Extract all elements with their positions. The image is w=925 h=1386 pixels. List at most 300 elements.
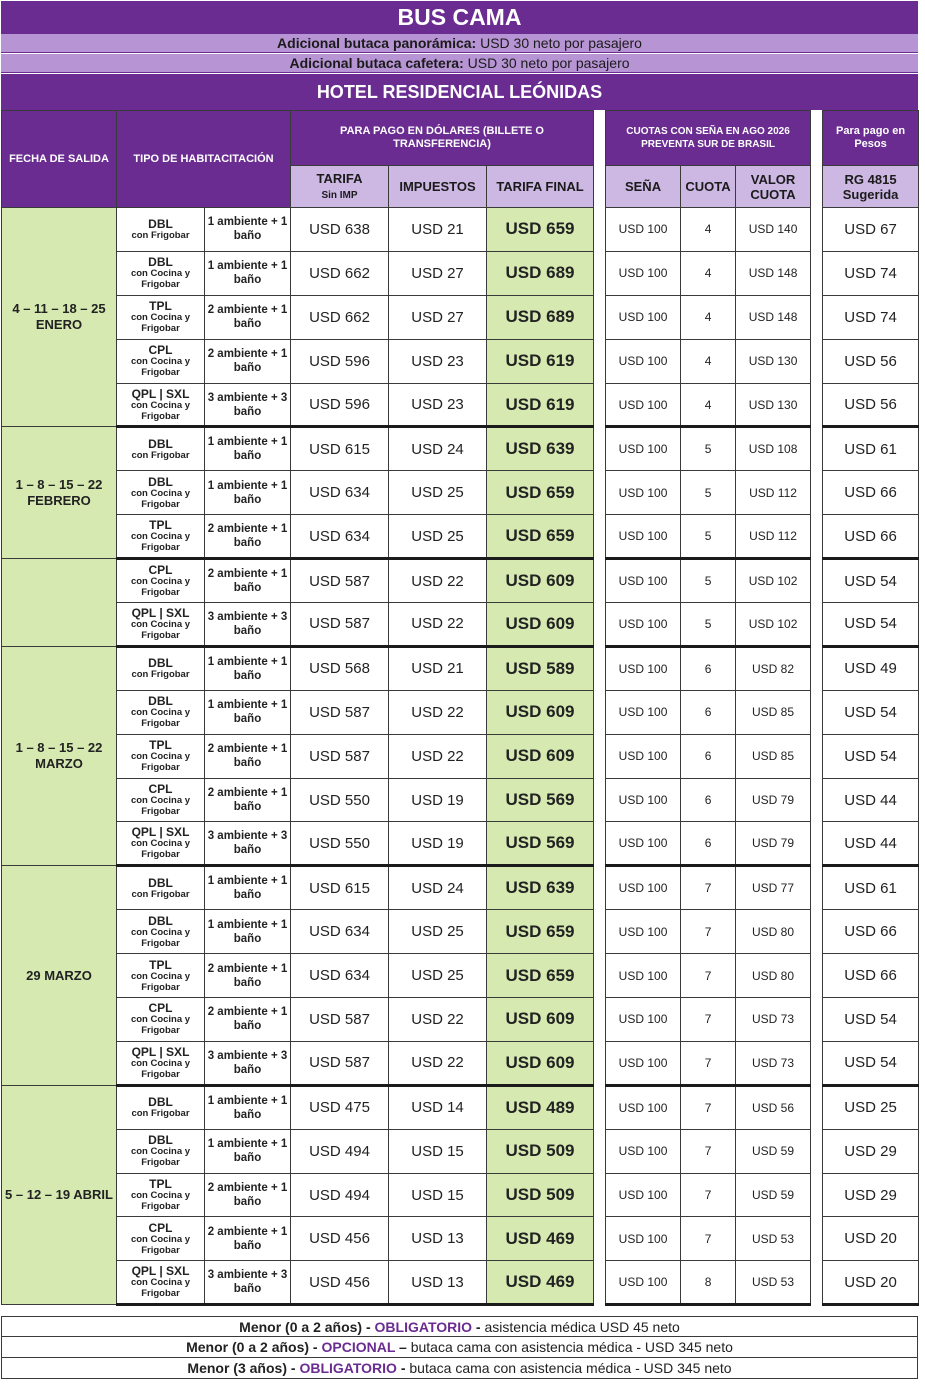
room-type-sub: con Cocina y Frigobar [130, 1233, 191, 1256]
valor-cuota: USD 73 [736, 998, 811, 1042]
cuota: 6 [681, 646, 736, 690]
room-type-sub: con Cocina y Frigobar [130, 356, 191, 379]
tarifa-final: USD 659 [487, 910, 594, 954]
footer-sep: - [362, 1319, 375, 1335]
tarifa-final: USD 609 [487, 998, 594, 1042]
room-type-label: QPL | SXL [131, 386, 190, 401]
table-row [2, 295, 919, 339]
tarifa-final: USD 659 [487, 515, 594, 559]
cuota: 7 [681, 998, 736, 1042]
table-row [2, 866, 919, 910]
room-type-label: DBL [148, 1133, 173, 1148]
rg-4815: USD 61 [823, 866, 919, 910]
impuestos: USD 25 [389, 515, 487, 559]
room-type-sub: con Cocina y Frigobar [130, 838, 191, 861]
tarifa-final: USD 609 [487, 1041, 594, 1085]
sena: USD 100 [606, 1261, 681, 1305]
room-type-sub: con Cocina y Frigobar [130, 1014, 191, 1037]
table-row [2, 910, 919, 954]
room-layout: 1 ambiente + 1 baño [205, 690, 291, 734]
valor-cuota: USD 85 [736, 734, 811, 778]
room-layout: 1 ambiente + 1 baño [205, 208, 291, 252]
sena: USD 100 [606, 427, 681, 471]
room-type-label: QPL | SXL [131, 1264, 190, 1279]
cuota: 7 [681, 1129, 736, 1173]
tarifa-sin-imp: USD 662 [291, 251, 389, 295]
tarifa-sin-imp: USD 568 [291, 646, 389, 690]
cuota: 7 [681, 954, 736, 998]
sena: USD 100 [606, 295, 681, 339]
tarifa-sin-imp: USD 550 [291, 778, 389, 822]
rg-4815: USD 61 [823, 427, 919, 471]
valor-cuota: USD 130 [736, 383, 811, 427]
room-type-sub: con Cocina y Frigobar [130, 531, 191, 554]
room-type-sub: con Cocina y Frigobar [130, 926, 191, 949]
tarifa-final: USD 609 [487, 690, 594, 734]
room-layout: 3 ambiente + 3 baño [205, 1261, 291, 1305]
rg-4815: USD 20 [823, 1217, 919, 1261]
rg-4815: USD 66 [823, 471, 919, 515]
header-rg: RG 4815 Sugerida [823, 166, 919, 208]
rg-4815: USD 20 [823, 1261, 919, 1305]
sena: USD 100 [606, 866, 681, 910]
room-type [117, 1261, 205, 1305]
table-row [2, 251, 919, 295]
room-type [117, 1217, 205, 1261]
valor-cuota: USD 53 [736, 1261, 811, 1305]
room-type-sub: con Frigobar [131, 449, 190, 461]
tarifa-final: USD 659 [487, 208, 594, 252]
rg-4815: USD 66 [823, 954, 919, 998]
valor-cuota: USD 148 [736, 295, 811, 339]
tarifa-final: USD 689 [487, 295, 594, 339]
tarifa-sin-imp: USD 550 [291, 822, 389, 866]
room-type-sub: con Cocina y Frigobar [130, 795, 191, 818]
room-layout: 3 ambiente + 3 baño [205, 383, 291, 427]
footer-text: butaca cama con asistencia médica - USD 345 neto [410, 1339, 733, 1355]
tarifa-final: USD 689 [487, 251, 594, 295]
table-row [2, 471, 919, 515]
room-type [117, 910, 205, 954]
rg-4815: USD 67 [823, 208, 919, 252]
tarifa-sin-imp: USD 615 [291, 866, 389, 910]
room-layout: 2 ambiente + 1 baño [205, 998, 291, 1042]
table-row [2, 734, 919, 778]
room-type [117, 778, 205, 822]
room-type [117, 998, 205, 1042]
footer-status: OBLIGATORIO [374, 1319, 473, 1335]
room-layout: 1 ambiente + 1 baño [205, 427, 291, 471]
departure-date: 29 MARZO [2, 866, 117, 1085]
impuestos: USD 13 [389, 1261, 487, 1305]
table-row [2, 1129, 919, 1173]
rg-4815: USD 44 [823, 778, 919, 822]
tarifa-sin-imp: USD 456 [291, 1217, 389, 1261]
table-row [2, 1217, 919, 1261]
valor-cuota: USD 59 [736, 1129, 811, 1173]
footer-sep: – [395, 1339, 411, 1355]
cuota: 5 [681, 471, 736, 515]
room-type [117, 208, 205, 252]
header-tarifa-final: TARIFA FINAL [487, 166, 594, 208]
room-layout: 2 ambiente + 1 baño [205, 339, 291, 383]
room-type-sub: con Cocina y Frigobar [130, 1146, 191, 1169]
room-type-sub: con Cocina y Frigobar [130, 576, 191, 599]
tarifa-sin-imp: USD 494 [291, 1173, 389, 1217]
footer-age: Menor (0 a 2 años) [239, 1319, 363, 1335]
rg-4815: USD 54 [823, 690, 919, 734]
room-type-sub: con Cocina y Frigobar [130, 1277, 191, 1300]
cuota: 5 [681, 515, 736, 559]
room-type-label: DBL [148, 474, 173, 489]
room-layout: 1 ambiente + 1 baño [205, 646, 291, 690]
impuestos: USD 23 [389, 339, 487, 383]
cuota: 6 [681, 690, 736, 734]
cuota: 5 [681, 427, 736, 471]
room-layout: 2 ambiente + 1 baño [205, 1173, 291, 1217]
table-row [2, 515, 919, 559]
impuestos: USD 24 [389, 427, 487, 471]
room-type [117, 427, 205, 471]
impuestos: USD 14 [389, 1085, 487, 1129]
room-type-label: QPL | SXL [131, 825, 190, 840]
valor-cuota: USD 80 [736, 954, 811, 998]
room-layout: 1 ambiente + 1 baño [205, 251, 291, 295]
valor-cuota: USD 59 [736, 1173, 811, 1217]
room-layout: 2 ambiente + 1 baño [205, 778, 291, 822]
room-layout: 1 ambiente + 1 baño [205, 471, 291, 515]
header-pesos: Para pago en Pesos [823, 111, 919, 166]
departure-date: 1 – 8 – 15 – 22 FEBRERO [2, 427, 117, 559]
room-type-label: CPL [148, 1220, 173, 1235]
table-row [2, 603, 919, 647]
table-row [2, 998, 919, 1042]
cuota: 4 [681, 208, 736, 252]
table-row [2, 1041, 919, 1085]
room-layout: 3 ambiente + 3 baño [205, 603, 291, 647]
room-type [117, 866, 205, 910]
sena: USD 100 [606, 1041, 681, 1085]
tarifa-sin-imp: USD 615 [291, 427, 389, 471]
impuestos: USD 21 [389, 208, 487, 252]
valor-cuota: USD 130 [736, 339, 811, 383]
table-row [2, 1173, 919, 1217]
room-layout: 2 ambiente + 1 baño [205, 1217, 291, 1261]
room-layout: 1 ambiente + 1 baño [205, 910, 291, 954]
table-row [2, 954, 919, 998]
rg-4815: USD 56 [823, 339, 919, 383]
room-type [117, 646, 205, 690]
tarifa-final: USD 589 [487, 646, 594, 690]
rg-4815: USD 54 [823, 998, 919, 1042]
room-layout: 2 ambiente + 1 baño [205, 515, 291, 559]
tarifa-sin-imp: USD 634 [291, 954, 389, 998]
rg-4815: USD 56 [823, 383, 919, 427]
tarifa-final: USD 569 [487, 778, 594, 822]
rg-4815: USD 54 [823, 603, 919, 647]
impuestos: USD 19 [389, 778, 487, 822]
sena: USD 100 [606, 603, 681, 647]
header-valor-cuota: VALOR CUOTA [736, 166, 811, 208]
impuestos: USD 15 [389, 1129, 487, 1173]
impuestos: USD 22 [389, 734, 487, 778]
room-type-label: CPL [148, 343, 173, 358]
table-row [2, 646, 919, 690]
room-type [117, 1085, 205, 1129]
table-row [2, 559, 919, 603]
extra-label: Adicional butaca panorámica: [277, 35, 477, 51]
valor-cuota: USD 85 [736, 690, 811, 734]
tarifa-sin-imp: USD 596 [291, 339, 389, 383]
room-layout: 1 ambiente + 1 baño [205, 866, 291, 910]
impuestos: USD 19 [389, 822, 487, 866]
valor-cuota: USD 112 [736, 471, 811, 515]
rg-4815: USD 25 [823, 1085, 919, 1129]
departure-date: 4 – 11 – 18 – 25 ENERO [2, 208, 117, 427]
room-type-label: TPL [149, 1177, 172, 1192]
header-tarifa [291, 166, 389, 208]
sena: USD 100 [606, 646, 681, 690]
rg-4815: USD 44 [823, 822, 919, 866]
header-cuotas: CUOTAS CON SEÑA EN AGO 2026 PREVENTA SUR DE BRASIL [606, 111, 811, 166]
sena: USD 100 [606, 910, 681, 954]
room-type-sub: con Frigobar [131, 229, 190, 241]
room-type-sub: con Cocina y Frigobar [130, 399, 191, 422]
cuota: 6 [681, 778, 736, 822]
rg-4815: USD 29 [823, 1129, 919, 1173]
footer-age: Menor (0 a 2 años) [186, 1339, 310, 1355]
footer-note-2 [1, 1337, 918, 1358]
room-type [117, 471, 205, 515]
room-type [117, 603, 205, 647]
rg-4815: USD 54 [823, 1041, 919, 1085]
room-type-sub: con Cocina y Frigobar [130, 970, 191, 993]
header-dolares: PARA PAGO EN DÓLARES (BILLETE O TRANSFERENCIA) [291, 111, 594, 166]
room-type-label: TPL [149, 957, 172, 972]
room-type-label: DBL [148, 656, 173, 671]
tarifa-sin-imp: USD 587 [291, 734, 389, 778]
room-type [117, 559, 205, 603]
header-tarifa-sub: Sin IMP [321, 189, 358, 201]
room-type-label: DBL [148, 1095, 173, 1110]
room-type [117, 954, 205, 998]
footer-sep: - [287, 1360, 300, 1376]
room-type-sub: con Cocina y Frigobar [130, 1057, 191, 1080]
sena: USD 100 [606, 471, 681, 515]
tarifa-sin-imp: USD 634 [291, 910, 389, 954]
valor-cuota: USD 80 [736, 910, 811, 954]
extra-text: USD 30 neto por pasajero [467, 55, 630, 71]
cuota: 4 [681, 383, 736, 427]
footer-text: butaca cama con asistencia médica - USD 345 neto [409, 1360, 732, 1376]
valor-cuota: USD 108 [736, 427, 811, 471]
room-type-sub: con Cocina y Frigobar [130, 751, 191, 774]
cuota: 4 [681, 295, 736, 339]
rg-4815: USD 29 [823, 1173, 919, 1217]
cuota: 6 [681, 822, 736, 866]
valor-cuota: USD 112 [736, 515, 811, 559]
footer-age: Menor (3 años) [187, 1360, 287, 1376]
extra-cafetera [1, 54, 918, 73]
room-type-sub: con Cocina y Frigobar [130, 268, 191, 291]
valor-cuota: USD 77 [736, 866, 811, 910]
table-row [2, 383, 919, 427]
sena: USD 100 [606, 515, 681, 559]
tarifa-final: USD 469 [487, 1217, 594, 1261]
tarifa-sin-imp: USD 587 [291, 1041, 389, 1085]
tarifa-sin-imp: USD 587 [291, 559, 389, 603]
tarifa-sin-imp: USD 475 [291, 1085, 389, 1129]
impuestos: USD 13 [389, 1217, 487, 1261]
impuestos: USD 21 [389, 646, 487, 690]
sena: USD 100 [606, 559, 681, 603]
header-tipo: TIPO DE HABITACITACIÓN [117, 111, 291, 208]
room-type-label: DBL [148, 694, 173, 709]
cuota: 7 [681, 1217, 736, 1261]
footer-sep: - [472, 1319, 485, 1335]
room-type-sub: con Cocina y Frigobar [130, 1190, 191, 1213]
room-type-label: CPL [148, 782, 173, 797]
room-type [117, 822, 205, 866]
hotel-title: HOTEL RESIDENCIAL LEÓNIDAS [1, 74, 918, 110]
tarifa-sin-imp: USD 494 [291, 1129, 389, 1173]
room-type-label: CPL [148, 1001, 173, 1016]
tarifa-final: USD 509 [487, 1129, 594, 1173]
table-row [2, 690, 919, 734]
sena: USD 100 [606, 998, 681, 1042]
rg-4815: USD 54 [823, 734, 919, 778]
impuestos: USD 24 [389, 866, 487, 910]
valor-cuota: USD 73 [736, 1041, 811, 1085]
tarifa-final: USD 619 [487, 383, 594, 427]
room-layout: 2 ambiente + 1 baño [205, 734, 291, 778]
table-row [2, 1261, 919, 1305]
tarifa-sin-imp: USD 587 [291, 690, 389, 734]
room-type [117, 734, 205, 778]
tarifa-sin-imp: USD 662 [291, 295, 389, 339]
room-type [117, 515, 205, 559]
room-type-label: DBL [148, 875, 173, 890]
tarifa-sin-imp: USD 456 [291, 1261, 389, 1305]
room-type-label: DBL [148, 255, 173, 270]
sena: USD 100 [606, 1129, 681, 1173]
impuestos: USD 22 [389, 1041, 487, 1085]
tarifa-final: USD 509 [487, 1173, 594, 1217]
cuota: 6 [681, 734, 736, 778]
sena: USD 100 [606, 690, 681, 734]
room-layout: 1 ambiente + 1 baño [205, 1129, 291, 1173]
tarifa-final: USD 569 [487, 822, 594, 866]
room-type [117, 383, 205, 427]
impuestos: USD 25 [389, 471, 487, 515]
room-type-sub: con Frigobar [131, 669, 190, 681]
room-type [117, 1173, 205, 1217]
table-row [2, 1085, 919, 1129]
impuestos: USD 25 [389, 910, 487, 954]
tarifa-sin-imp: USD 587 [291, 603, 389, 647]
sena: USD 100 [606, 208, 681, 252]
footer-sep: - [309, 1339, 322, 1355]
valor-cuota: USD 140 [736, 208, 811, 252]
room-type-label: TPL [149, 299, 172, 314]
valor-cuota: USD 79 [736, 778, 811, 822]
rg-4815: USD 54 [823, 559, 919, 603]
cuota: 4 [681, 251, 736, 295]
cuota: 5 [681, 559, 736, 603]
footer-sep: - [396, 1360, 410, 1376]
header-sena: SEÑA [606, 166, 681, 208]
header-tarifa-label: TARIFA [316, 170, 363, 186]
departure-date: 1 – 8 – 15 – 22 MARZO [2, 646, 117, 865]
sena: USD 100 [606, 1085, 681, 1129]
tarifa-final: USD 619 [487, 339, 594, 383]
room-type-label: TPL [149, 518, 172, 533]
cuota: 5 [681, 603, 736, 647]
tarifa-final: USD 639 [487, 866, 594, 910]
room-type-sub: con Cocina y Frigobar [130, 707, 191, 730]
table-row [2, 778, 919, 822]
impuestos: USD 25 [389, 954, 487, 998]
footer-status: OPCIONAL [321, 1339, 396, 1355]
departure-date [2, 559, 117, 647]
impuestos: USD 27 [389, 251, 487, 295]
valor-cuota: USD 56 [736, 1085, 811, 1129]
tarifa-sin-imp: USD 587 [291, 998, 389, 1042]
extra-text: USD 30 neto por pasajero [480, 35, 642, 51]
tarifa-final: USD 609 [487, 734, 594, 778]
room-type [117, 1129, 205, 1173]
sena: USD 100 [606, 383, 681, 427]
tarifa-sin-imp: USD 634 [291, 471, 389, 515]
room-type-label: DBL [148, 913, 173, 928]
extra-panoramica [1, 34, 918, 53]
room-type-label: CPL [148, 563, 173, 578]
sena: USD 100 [606, 251, 681, 295]
room-type [117, 295, 205, 339]
table-row [2, 208, 919, 252]
footer-text: asistencia médica USD 45 neto [484, 1319, 680, 1335]
tarifa-sin-imp: USD 596 [291, 383, 389, 427]
rg-4815: USD 49 [823, 646, 919, 690]
room-layout: 3 ambiente + 3 baño [205, 1041, 291, 1085]
tarifa-final: USD 659 [487, 471, 594, 515]
rg-4815: USD 74 [823, 295, 919, 339]
tarifa-final: USD 609 [487, 603, 594, 647]
rg-4815: USD 74 [823, 251, 919, 295]
header-cuota: CUOTA [681, 166, 736, 208]
room-type [117, 690, 205, 734]
impuestos: USD 22 [389, 559, 487, 603]
departure-date: 5 – 12 – 19 ABRIL [2, 1085, 117, 1304]
tarifa-final: USD 609 [487, 559, 594, 603]
impuestos: USD 22 [389, 603, 487, 647]
header-fecha: FECHA DE SALIDA [2, 111, 117, 208]
valor-cuota: USD 102 [736, 559, 811, 603]
tarifa-sin-imp: USD 634 [291, 515, 389, 559]
room-type-sub: con Cocina y Frigobar [130, 312, 191, 335]
tarifa-final: USD 489 [487, 1085, 594, 1129]
footer-note-3 [1, 1358, 918, 1379]
room-type-sub: con Frigobar [131, 888, 190, 900]
rg-4815: USD 66 [823, 910, 919, 954]
header-impuestos: IMPUESTOS [389, 166, 487, 208]
cuota: 7 [681, 866, 736, 910]
impuestos: USD 15 [389, 1173, 487, 1217]
room-type-label: QPL | SXL [131, 605, 190, 620]
room-layout: 2 ambiente + 1 baño [205, 559, 291, 603]
room-layout: 1 ambiente + 1 baño [205, 1085, 291, 1129]
room-type [117, 251, 205, 295]
